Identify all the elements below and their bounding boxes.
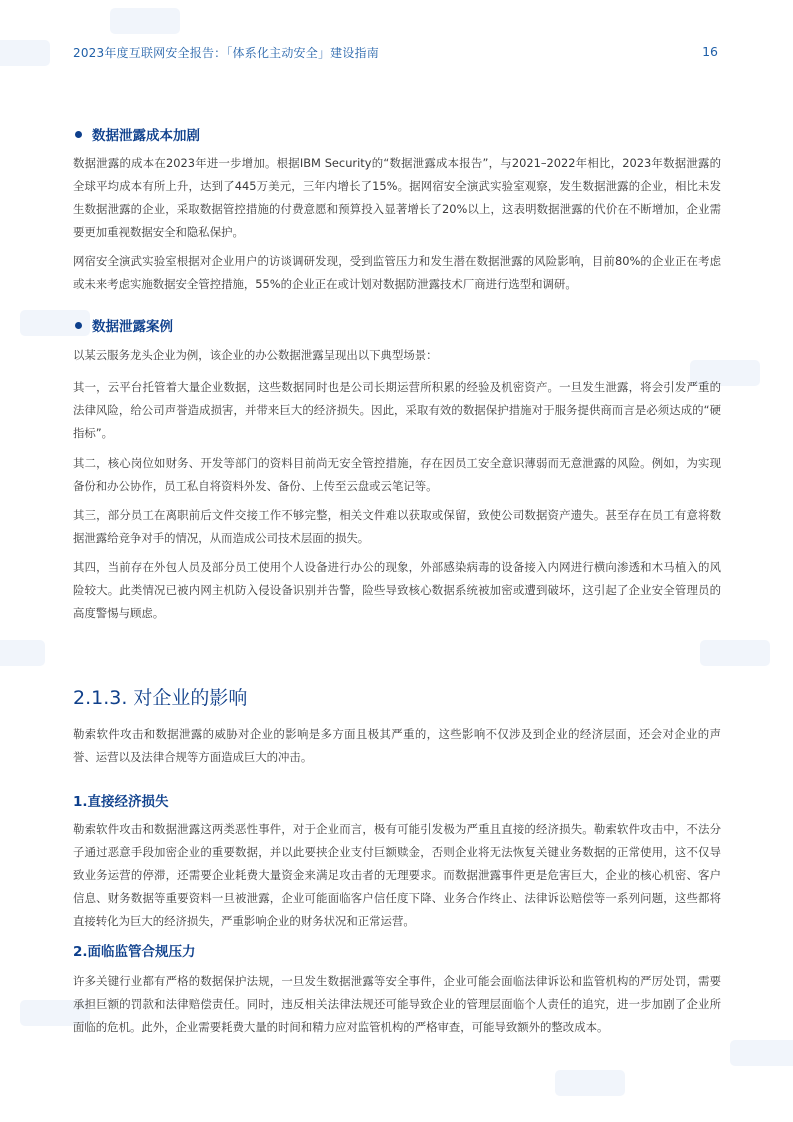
watermark-mark [555, 1070, 625, 1096]
paragraph: 勒索软件攻击和数据泄露这两类恶性事件，对于企业而言，极有可能引发极为严重且直接的经济损失。勒索软件攻击中，不法分子通过恶意手段加密企业的重要数据，并以此要挟企业支付巨额赎金，否则企业将无法恢复关键业务数据的正常使用，这不仅导致业务运营的停滞，还需要企业耗费大量资金来满足攻击者的无理要求。而数据泄露事件更是危害巨大，企业的核心机密、客户信息、财务数据等重要资料一旦被泄露，企业可能面临客户信任度下降、业务合作终止、法律诉讼赔偿等一系列问题，这些都将直接转化为巨大的经济损失，严重影响企业的财务状况和正常运营。 [73, 822, 721, 928]
bullet-heading-case [73, 315, 721, 335]
page-number: 16 [702, 44, 718, 59]
bullet-heading-cost [73, 124, 721, 144]
paragraph: 其一，云平台托管着大量企业数据，这些数据同时也是公司长期运营所积累的经验及机密资产。一旦发生泄露，将会引发严重的法律风险，给公司声誉造成损害，并带来巨大的经济损失。因此，采取有效的数据保护措施对于服务提供商而言是必须达成的“硬指标”。 [73, 380, 721, 440]
paragraph: 以某云服务龙头企业为例，该企业的办公数据泄露呈现出以下典型场景： [73, 348, 438, 362]
section-title: 2.1.3. 对企业的影响 [73, 687, 248, 709]
heading-text: 数据泄露案例 [92, 319, 173, 335]
report-title: 2023年度互联网安全报告：「体系化主动安全」建设指南 [73, 46, 379, 60]
page-header [0, 0, 793, 70]
paragraph: 勒索软件攻击和数据泄露的威胁对企业的影响是多方面且极其严重的，这些影响不仅涉及到企业的经济层面，还会对企业的声誉、运营以及法律合规等方面造成巨大的冲击。 [73, 727, 721, 764]
watermark-mark [700, 640, 770, 666]
bullet-dot-icon [75, 131, 82, 138]
subsection-title: 1.直接经济损失 [73, 794, 169, 810]
paragraph: 网宿安全演武实验室根据对企业用户的访谈调研发现，受到监管压力和发生潜在数据泄露的风险影响，目前80%的企业正在考虑或未来考虑实施数据安全管控措施，55%的企业正在或计划对数据防泄露技术厂商进行选型和调研。 [73, 254, 721, 291]
watermark-mark [730, 1040, 793, 1066]
subsection-title: 2.面临监管合规压力 [73, 944, 196, 960]
heading-text: 数据泄露成本加剧 [92, 128, 200, 144]
paragraph: 其二，核心岗位如财务、开发等部门的资料目前尚无安全管控措施，存在因员工安全意识薄弱而无意泄露的风险。例如，为实现备份和办公协作，员工私自将资料外发、备份、上传至云盘或云笔记等。 [73, 456, 721, 493]
paragraph: 其三，部分员工在离职前后文件交接工作不够完整，相关文件难以获取或保留，致使公司数据资产遗失。甚至存在员工有意将数据泄露给竞争对手的情况，从而造成公司技术层面的损失。 [73, 508, 721, 545]
paragraph: 许多关键行业都有严格的数据保护法规，一旦发生数据泄露等安全事件，企业可能会面临法律诉讼和监管机构的严厉处罚，需要承担巨额的罚款和法律赔偿责任。同时，违反相关法律法规还可能导致企业的管理层面临个人责任的追究，进一步加剧了企业所面临的危机。此外，企业需要耗费大量的时间和精力应对监管机构的严格审查，可能导致额外的整改成本。 [73, 974, 721, 1034]
bullet-dot-icon [75, 322, 82, 329]
paragraph: 其四，当前存在外包人员及部分员工使用个人设备进行办公的现象，外部感染病毒的设备接入内网进行横向渗透和木马植入的风险较大。此类情况已被内网主机防入侵设备识别并告警，险些导致核心数据系统被加密或遭到破坏，这引起了企业安全管理员的高度警惕与顾虑。 [73, 560, 721, 620]
watermark-mark [0, 640, 45, 666]
paragraph: 数据泄露的成本在2023年进一步增加。根据IBM Security的“数据泄露成本报告”，与2021–2022年相比，2023年数据泄露的全球平均成本有所上升，达到了445万美元，三年内增长了15%。据网宿安全演武实验室观察，发生数据泄露的企业，相比未发生数据泄露的企业，采取数据管控措施的付费意愿和预算投入显著增长了20%以上，这表明数据泄露的代价在不断增加，企业需要更加重视数据安全和隐私保护。 [73, 156, 721, 239]
